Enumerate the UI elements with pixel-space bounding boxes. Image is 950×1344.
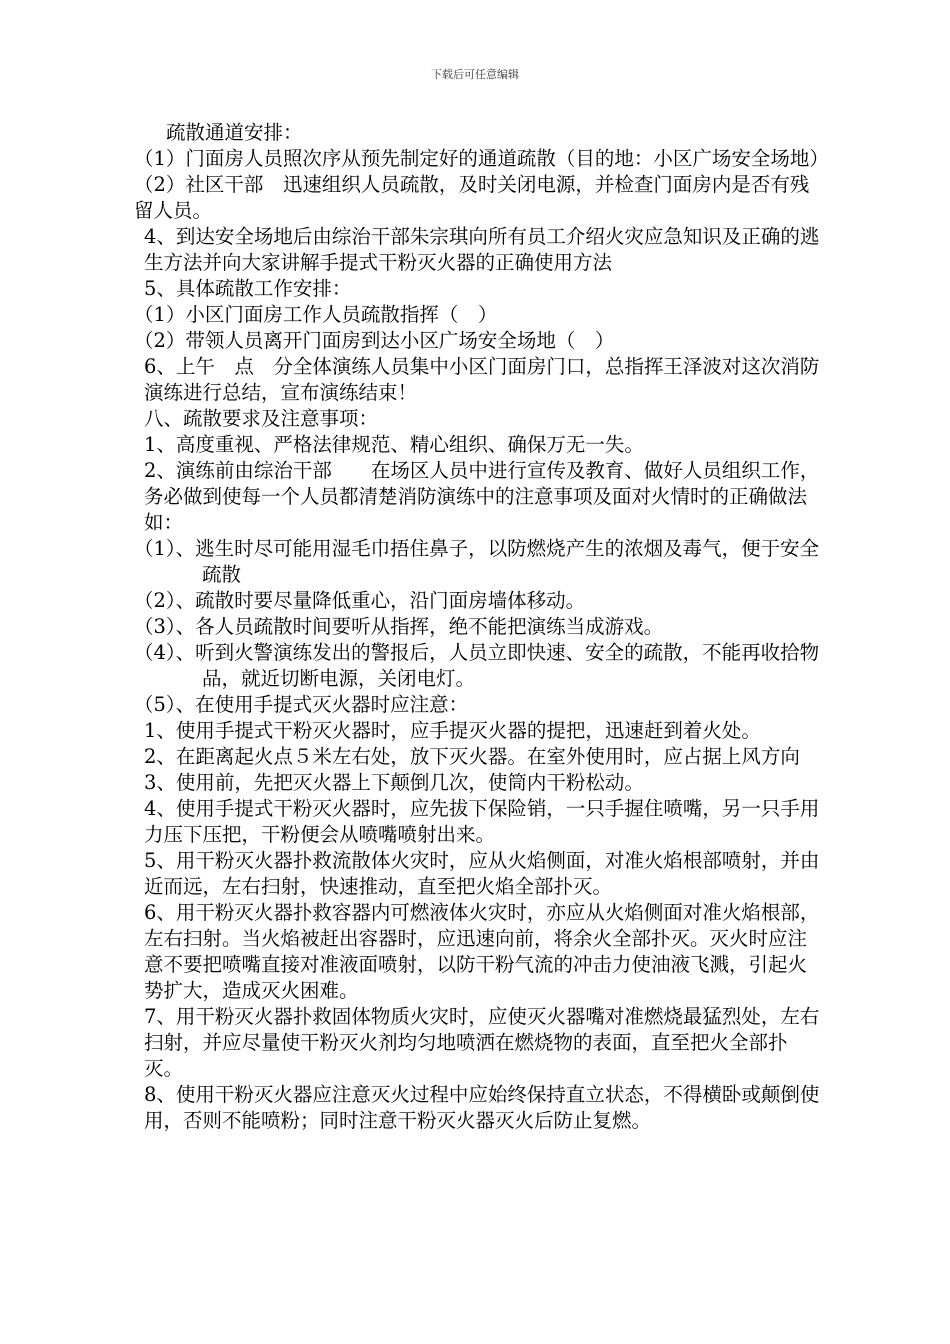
paragraph-note-2: （2）、疏散时要尽量降低重心，沿门面房墙体移动。 (134, 589, 586, 612)
paragraph-extinguisher-7: 7、用干粉灭火器扑救固体物质火灾时，应使灭火器嘴对准燃烧最猛烈处，左右扫射，并应尽量使干粉灭火剂均匀地喷洒在燃烧物的表面，直至把火全部扑灭。 (144, 1005, 820, 1080)
paragraph-extinguisher-1: 1、使用手提式干粉灭火器时，应手提灭火器的提把，迅速赶到着火处。 (144, 719, 761, 742)
paragraph-extinguisher-8: 8、使用干粉灭火器应注意灭火过程中应始终保持直立状态，不得横卧或颠倒使用，否则不能喷粉；同时注意干粉灭火器灭火后防止复燃。 (144, 1083, 820, 1132)
document-body (134, 120, 829, 1134)
page-header: 下载后可任意编辑 (431, 68, 519, 81)
paragraph-note-3: （3）、各人员疏散时间要听从指挥，绝不能把演练当成游戏。 (134, 615, 664, 638)
paragraph-extinguisher-3: 3、使用前，先把灭火器上下颠倒几次，使筒内干粉松动。 (144, 771, 644, 794)
paragraph-requirement-2: 2、演练前由综治干部 在场区人员中进行宣传及教育、做好人员组织工作，务必做到使每一个人员都清楚消防演练中的注意事项及面对火情时的正确做法如： (144, 459, 820, 534)
paragraph-evacuation-route: 疏散通道安排： (166, 121, 303, 144)
paragraph-storefront-evacuation: （1）门面房人员照次序从预先制定好的通道疏散（目的地：小区广场安全场地） (134, 147, 829, 170)
paragraph-lead-personnel: （2）带领人员离开门面房到达小区广场安全场地（ ） (134, 329, 615, 352)
paragraph-drill-summary: 6、上午 点 分全体演练人员集中小区门面房门口，总指挥王泽波对这次消防演练进行总结，宣布演练结束！ (144, 355, 820, 404)
paragraph-note-1: （1）、逃生时尽可能用湿毛巾捂住鼻子，以防燃烧产生的浓烟及毒气，便于安全疏散 (134, 537, 820, 586)
paragraph-note-5: （5）、在使用手提式灭火器时应注意： (134, 693, 469, 716)
paragraph-evacuation-commander: （1）小区门面房工作人员疏散指挥（ ） (134, 303, 498, 326)
paragraph-note-4: （4）、听到火警演练发出的警报后，人员立即快速、安全的疏散，不能再收拾物品，就近切断电源，关闭电灯。 (134, 641, 820, 690)
paragraph-extinguisher-6: 6、用干粉灭火器扑救容器内可燃液体火灾时，亦应从火焰侧面对准火焰根部，左右扫射。当火焰被赶出容器时，应迅速向前，将余火全部扑灭。灭火时应注意不要把喷嘴直接对准液面喷射，以防干粉气流的冲击力使油液飞溅，引起火势扩大，造成灭火困难。 (144, 901, 820, 1002)
paragraph-requirement-1: 1、高度重视、严格法律规范、精心组织、确保万无一失。 (144, 433, 644, 456)
paragraph-extinguisher-2: 2、在距离起火点５米左右处，放下灭火器。在室外使用时，应占据上风方向 (144, 745, 800, 768)
paragraph-arrive-safe-area: 4、到达安全场地后由综治干部朱宗琪向所有员工介绍火灾应急知识及正确的逃生方法并向大家讲解手提式干粉灭火器的正确使用方法 (144, 225, 820, 274)
paragraph-extinguisher-5: 5、用干粉灭火器扑救流散体火灾时，应从火焰侧面，对准火焰根部喷射，并由近而远，左右扫射，快速推动，直至把火焰全部扑灭。 (144, 849, 820, 898)
paragraph-community-cadre: （2）社区干部 迅速组织人员疏散，及时关闭电源，并检查门面房内是否有残留人员。 (134, 173, 810, 222)
paragraph-extinguisher-4: 4、使用手提式干粉灭火器时，应先拔下保险销，一只手握住喷嘴，另一只手用力压下压把，干粉便会从喷嘴喷射出来。 (144, 797, 820, 846)
section-heading-requirements: 八、疏散要求及注意事项： (144, 407, 379, 430)
paragraph-evacuation-arrangement: 5、具体疏散工作安排： (144, 277, 352, 300)
